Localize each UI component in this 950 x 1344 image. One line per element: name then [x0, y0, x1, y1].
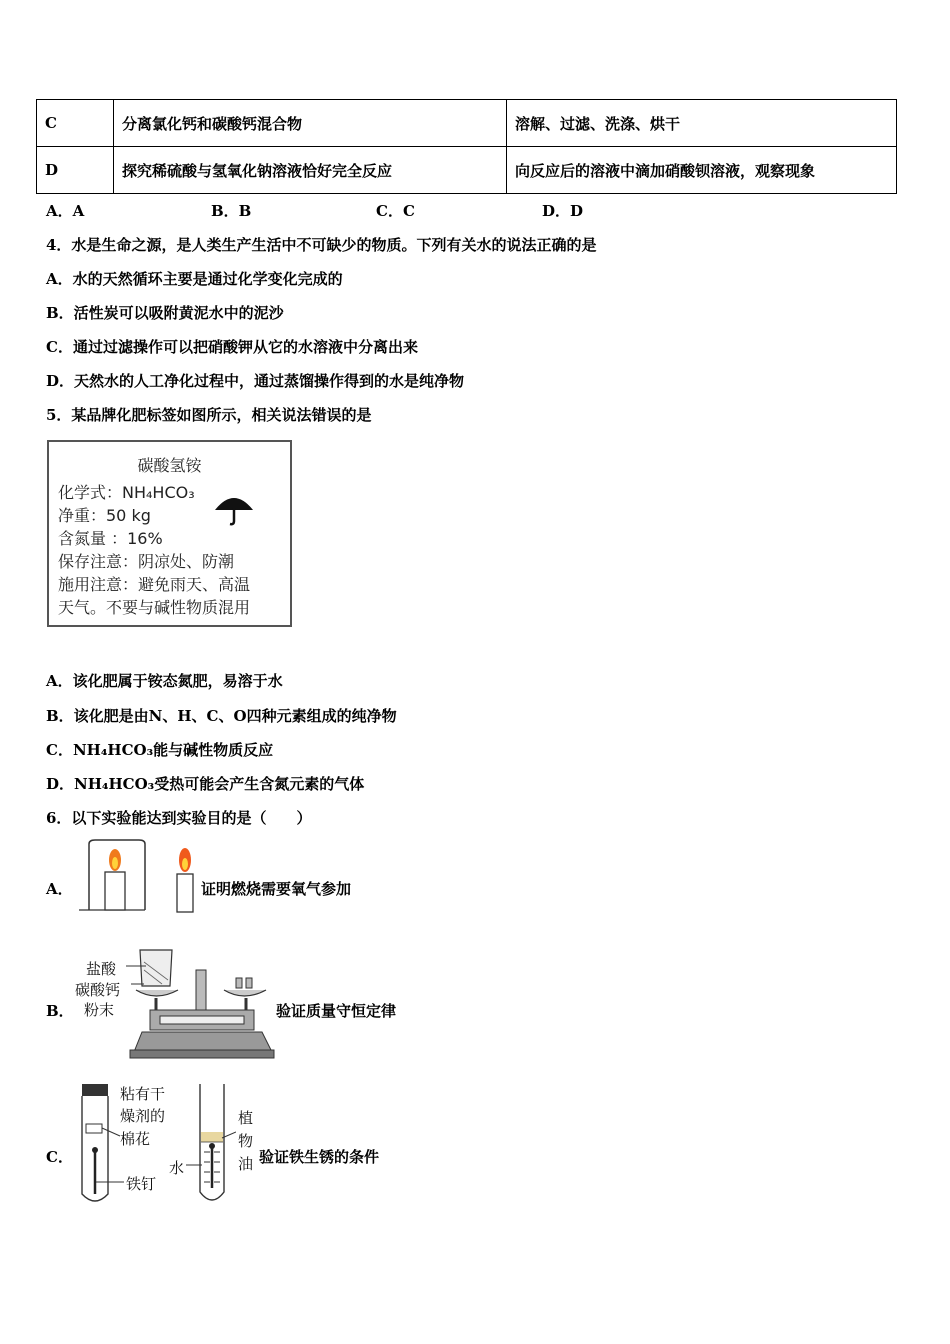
fig-label-water: 水	[169, 1159, 185, 1177]
fig-label-caco3-1: 碳酸钙	[75, 981, 121, 999]
fig-label-nail: 铁钉	[126, 1175, 157, 1193]
fig-label-oil-1: 植	[238, 1109, 254, 1127]
q6-option-b-text: 验证质量守恒定律	[276, 1002, 397, 1020]
q6-option-c-text: 验证铁生锈的条件	[259, 1148, 380, 1166]
table-cell-key: C	[37, 100, 114, 147]
answer-table	[36, 99, 897, 194]
candle-experiment-figure	[75, 838, 200, 916]
label-title: 碳酸氢铵	[137, 456, 202, 475]
fig-label-acid: 盐酸	[86, 960, 117, 978]
fig-label-oil-3: 油	[238, 1155, 254, 1173]
q5-option-a: A．该化肥属于铵态氮肥，易溶于水	[46, 672, 283, 690]
table-cell-purpose: 分离氯化钙和碳酸钙混合物	[114, 100, 507, 147]
table-cell-purpose: 探究稀硫酸与氢氧化钠溶液恰好完全反应	[114, 147, 507, 194]
fig-label-cotton-1: 粘有干	[120, 1085, 166, 1103]
label-formula	[58, 480, 195, 503]
label-formula-value: NH₄HCO₃	[122, 483, 195, 502]
q6-option-a-label: A．	[46, 880, 73, 898]
label-formula-prefix: 化学式：	[58, 483, 123, 502]
label-usage-1: 施用注意：避免雨天、高温	[58, 575, 251, 594]
fig-label-cotton-3: 棉花	[120, 1130, 151, 1148]
q4-option-a: A．水的天然循环主要是通过化学变化完成的	[46, 270, 343, 288]
q5-option-b: B．该化肥是由N、H、C、O四种元素组成的纯净物	[46, 707, 397, 725]
label-usage-2: 天气。不要与碱性物质混用	[58, 598, 251, 617]
fertilizer-label	[47, 440, 292, 627]
umbrella-icon	[212, 490, 256, 526]
balance-figure	[126, 944, 276, 1060]
q6-option-a-text: 证明燃烧需要氧气参加	[201, 880, 352, 898]
q6-option-c-label: C．	[46, 1148, 73, 1166]
q4-option-d: D．天然水的人工净化过程中，通过蒸馏操作得到的水是纯净物	[46, 372, 465, 390]
table-row	[37, 100, 897, 147]
fig-label-caco3-2: 粉末	[84, 1001, 115, 1019]
q6-option-b-label: B．	[46, 1002, 74, 1020]
fig-label-oil-2: 物	[238, 1132, 254, 1150]
table-cell-key: D	[37, 147, 114, 194]
q3-option-c: C．C	[376, 202, 415, 220]
q3-option-a: A．A	[46, 202, 85, 220]
table-row	[37, 147, 897, 194]
q4-option-b: B．活性炭可以吸附黄泥水中的泥沙	[46, 304, 284, 322]
q3-option-d: D．D	[542, 202, 584, 220]
q5-option-d: D．NH₄HCO₃受热可能会产生含氮元素的气体	[46, 775, 365, 793]
q6-stem: 6．以下实验能达到实验目的是（ ）	[46, 809, 312, 827]
q3-option-b: B．B	[211, 202, 252, 220]
label-nitrogen: 含氮量 ：16%	[58, 529, 163, 548]
q4-option-c: C．通过过滤操作可以把硝酸钾从它的水溶液中分离出来	[46, 338, 418, 356]
q5-option-c: C．NH₄HCO₃能与碱性物质反应	[46, 741, 274, 759]
label-storage: 保存注意：阴凉处、防潮	[58, 552, 235, 571]
q4-stem: 4．水是生命之源，是人类生产生活中不可缺少的物质。下列有关水的说法正确的是	[46, 236, 597, 254]
fig-label-cotton-2: 燥剂的	[120, 1107, 166, 1125]
table-cell-method: 溶解、过滤、洗涤、烘干	[507, 100, 897, 147]
label-weight: 净重：50 kg	[58, 506, 151, 525]
q5-stem: 5．某品牌化肥标签如图所示，相关说法错误的是	[46, 406, 372, 424]
table-cell-method: 向反应后的溶液中滴加硝酸钡溶液，观察现象	[507, 147, 897, 194]
